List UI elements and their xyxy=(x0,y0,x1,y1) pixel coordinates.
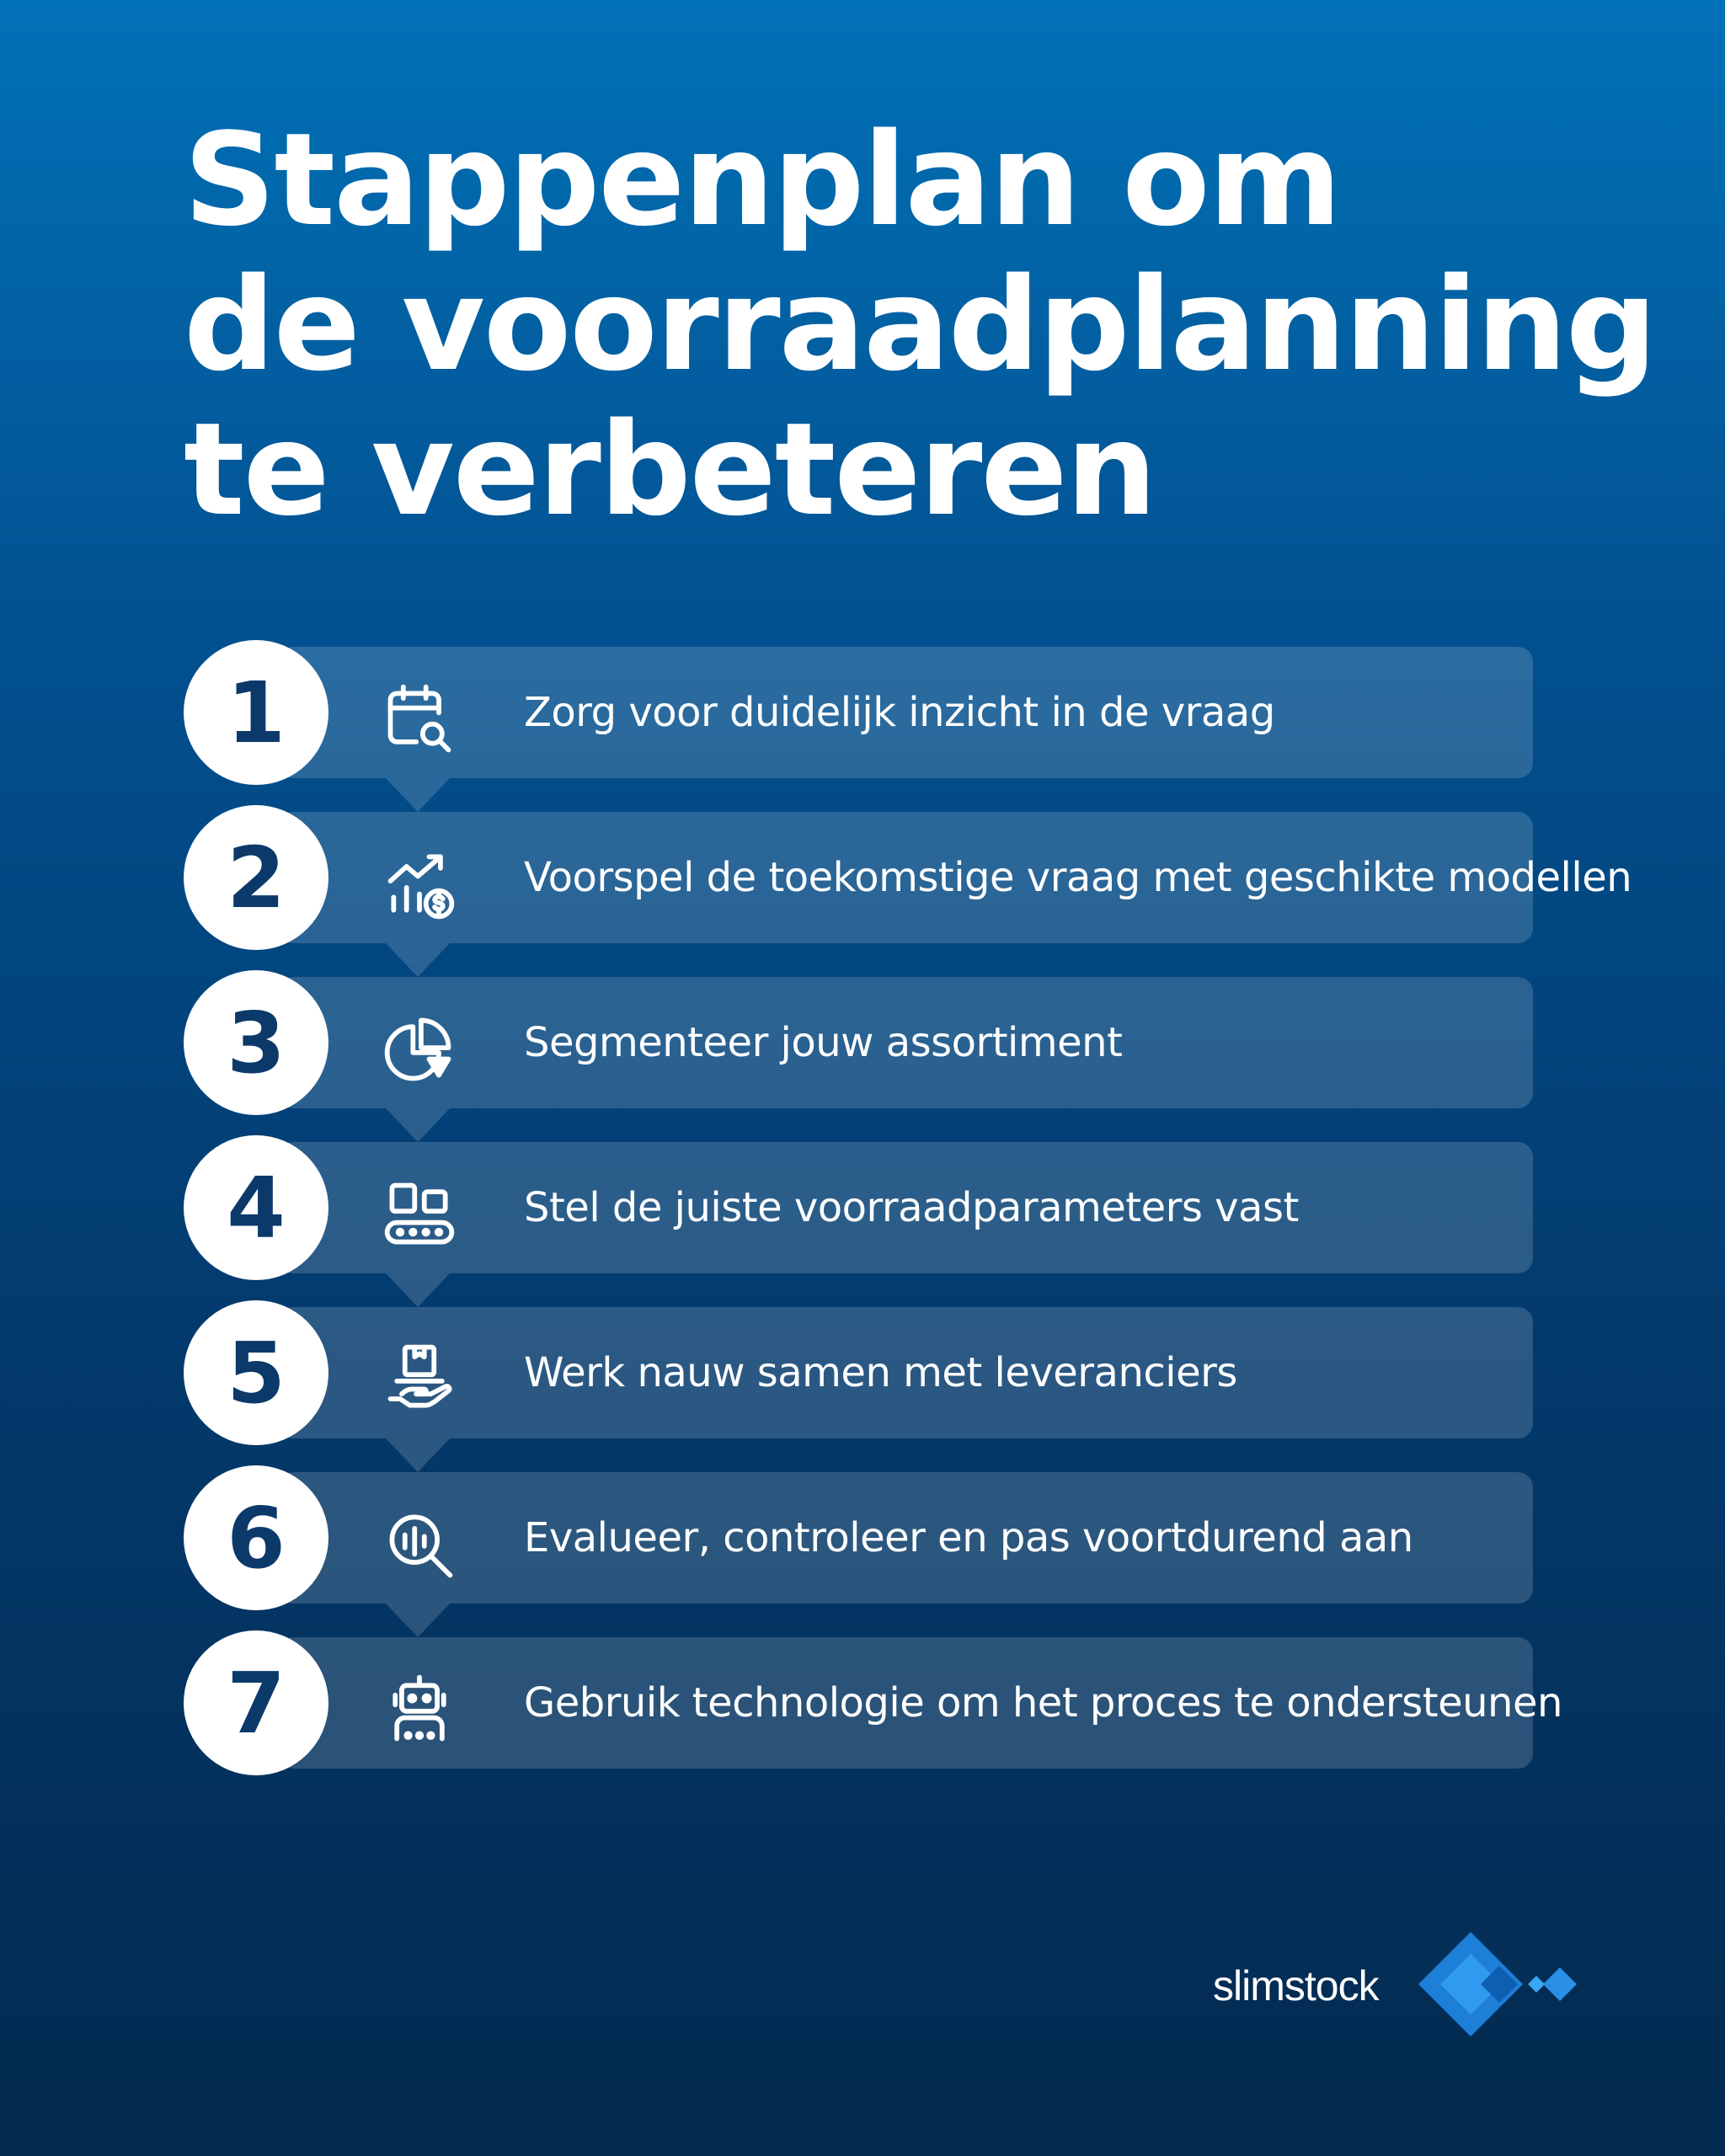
chart-dollar-icon xyxy=(381,846,458,923)
step-number-badge xyxy=(184,1300,328,1445)
step-number: 6 xyxy=(227,1488,286,1588)
title-line-1: Stappenplan om xyxy=(184,105,1341,254)
step-number: 1 xyxy=(227,663,286,762)
step-item-7 xyxy=(0,1624,1725,1789)
step-number: 5 xyxy=(227,1323,286,1422)
step-number-badge xyxy=(184,640,328,785)
step-number-badge xyxy=(184,1135,328,1280)
step-label: Voorspel de toekomstige vraag met geschikte modellen xyxy=(524,854,1632,901)
conveyor-icon xyxy=(381,1176,458,1253)
step-item-5 xyxy=(0,1294,1725,1459)
step-label: Segmenteer jouw assortiment xyxy=(524,1019,1123,1066)
step-label: Stel de juiste voorraadparameters vast xyxy=(524,1184,1299,1231)
step-item-4 xyxy=(0,1129,1725,1294)
step-number-badge xyxy=(184,805,328,950)
robot-icon xyxy=(381,1671,458,1748)
step-number: 2 xyxy=(227,828,286,927)
pie-chart-icon xyxy=(381,1011,458,1088)
step-number: 4 xyxy=(227,1158,286,1257)
step-number: 3 xyxy=(227,993,286,1092)
title-line-2: de voorraadplanning xyxy=(184,250,1656,399)
step-item-2 xyxy=(0,798,1725,963)
step-label: Zorg voor duidelijk inzicht in de vraag xyxy=(524,689,1275,736)
calendar-search-icon xyxy=(381,680,458,758)
slimstock-logo xyxy=(1213,1929,1600,2047)
step-label: Werk nauw samen met leveranciers xyxy=(524,1349,1237,1396)
step-number-badge xyxy=(184,1465,328,1610)
step-number: 7 xyxy=(227,1653,286,1753)
step-item-1 xyxy=(0,633,1725,798)
title-line-3: te verbeteren xyxy=(184,395,1156,544)
step-item-6 xyxy=(0,1459,1725,1624)
step-label: Evalueer, controleer en pas voortdurend aan xyxy=(524,1514,1413,1561)
step-label: Gebruik technologie om het proces te ondersteunen xyxy=(524,1679,1562,1726)
hand-package-icon xyxy=(381,1341,458,1418)
logo-wordmark: slimstock xyxy=(1213,1962,1379,2009)
step-number-badge xyxy=(184,1630,328,1775)
step-item-3 xyxy=(0,963,1725,1129)
step-number-badge xyxy=(184,970,328,1115)
search-analytics-icon xyxy=(381,1506,458,1583)
diamond-logo-icon xyxy=(1418,1929,1600,2047)
